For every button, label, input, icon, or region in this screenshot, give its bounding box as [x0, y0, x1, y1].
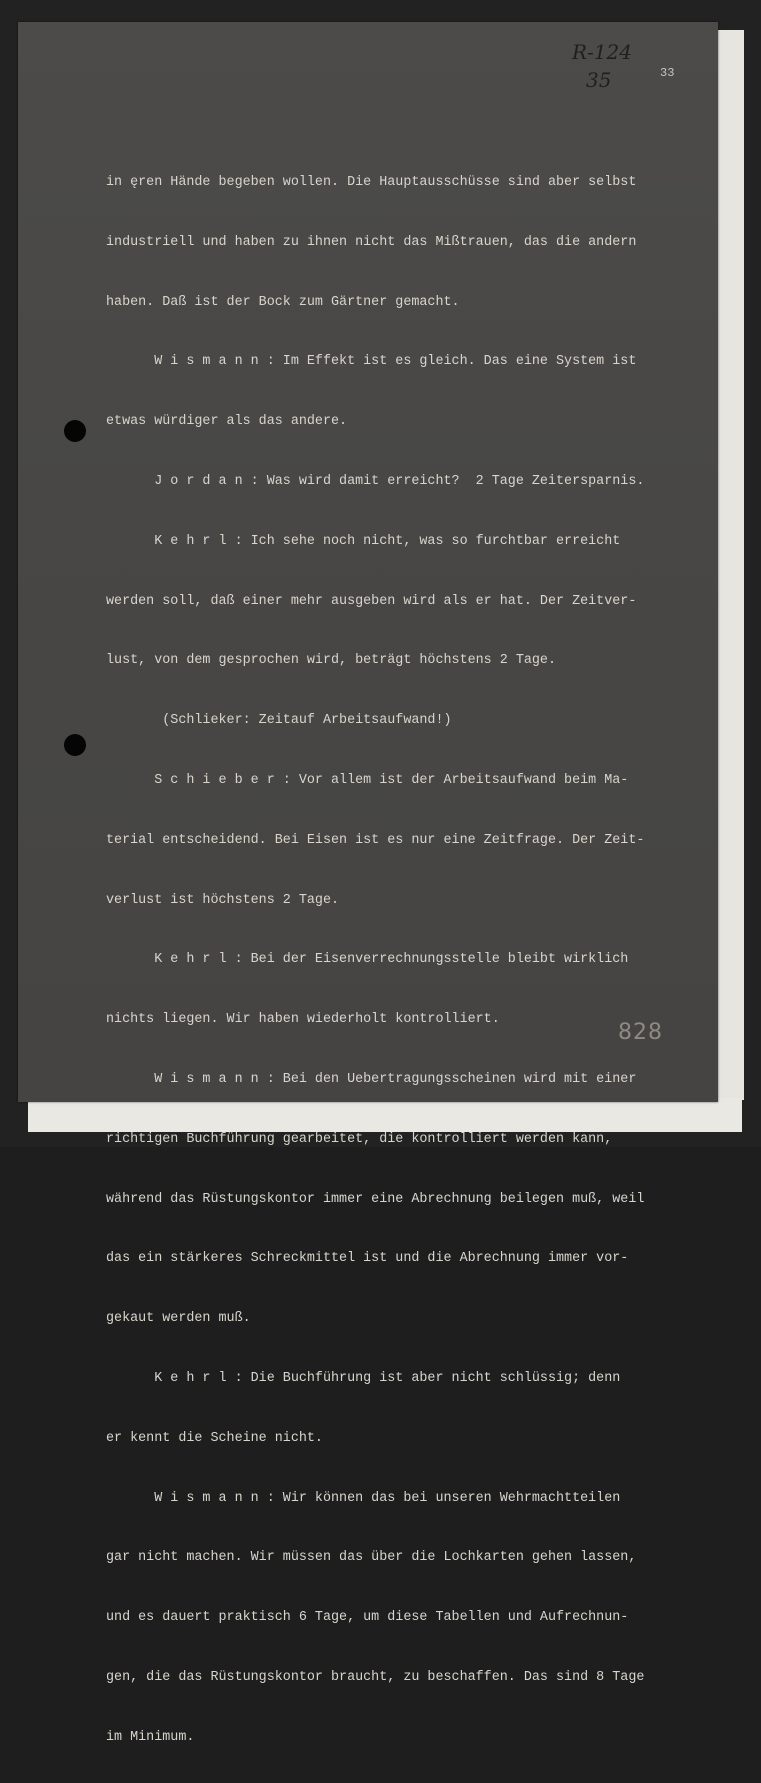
text-line: terial entscheidend. Bei Eisen ist es nur eine Zeitfrage. Der Zeit-: [106, 832, 645, 848]
text-line: J o r d a n : Was wird damit erreicht? 2 Tage Zeitersparnis.: [106, 473, 645, 489]
text-line: K e h r l : Ich sehe noch nicht, was so furchtbar erreicht: [106, 533, 621, 549]
underlying-paper-edge: [714, 30, 744, 1100]
text-line: (Schlieker: Zeitauf Arbeitsaufwand!): [106, 713, 452, 729]
punch-hole-bottom: [64, 734, 86, 756]
text-line: verlust ist höchstens 2 Tage.: [106, 892, 340, 908]
handwritten-archive-number: 35: [586, 68, 612, 92]
text-line: gar nicht machen. Wir müssen das über die Lochkarten gehen lassen,: [106, 1550, 637, 1566]
text-line: gen, die das Rüstungskontor braucht, zu beschaffen. Das sind 8 Tage: [106, 1669, 645, 1685]
text-line: gekaut werden muß.: [106, 1311, 251, 1327]
stamped-folio-number: 828: [618, 1020, 663, 1045]
text-line: K e h r l : Bei der Eisenverrechnungsstelle bleibt wirklich: [106, 952, 629, 968]
text-line: in ęren Hände begeben wollen. Die Hauptausschüsse sind aber selbst: [106, 175, 637, 190]
text-line: W i s m a n n : Wir können das bei unseren Wehrmachtteilen: [106, 1490, 621, 1506]
text-line: er kennt die Scheine nicht.: [106, 1430, 323, 1446]
text-line: nichts liegen. Wir haben wiederholt kontrolliert.: [106, 1012, 500, 1028]
text-line: das ein stärkeres Schreckmittel ist und die Abrechnung immer vor-: [106, 1251, 629, 1267]
typewritten-text: [106, 138, 714, 1783]
text-line: und es dauert praktisch 6 Tage, um diese Tabellen und Aufrechnun-: [106, 1610, 629, 1626]
text-line: während das Rüstungskontor immer eine Abrechnung beilegen muß, weil: [106, 1191, 645, 1207]
text-line: W i s m a n n : Bei den Uebertragungsscheinen wird mit einer: [106, 1071, 637, 1087]
text-line: industriell und haben zu ihnen nicht das Mißtrauen, das die andern: [106, 234, 637, 250]
handwritten-archive-ref: R-124: [572, 40, 632, 64]
text-line: im Minimum.: [106, 1729, 195, 1745]
text-line: werden soll, daß einer mehr ausgeben wird als er hat. Der Zeitver-: [106, 593, 637, 609]
page-number: 33: [660, 66, 675, 80]
text-line: richtigen Buchführung gearbeitet, die kontrolliert werden kann,: [106, 1131, 613, 1147]
text-line: lust, von dem gesprochen wird, beträgt höchstens 2 Tage.: [106, 653, 556, 669]
text-line: K e h r l : Die Buchführung ist aber nicht schlüssig; denn: [106, 1370, 621, 1386]
punch-hole-top: [64, 420, 86, 442]
text-line: haben. Daß ist der Bock zum Gärtner gemacht.: [106, 294, 460, 310]
text-line: etwas würdiger als das andere.: [106, 414, 348, 430]
text-line: W i s m a n n : Im Effekt ist es gleich. Das eine System ist: [106, 354, 637, 370]
text-line: S c h i e b e r : Vor allem ist der Arbeitsaufwand beim Ma-: [106, 772, 629, 788]
